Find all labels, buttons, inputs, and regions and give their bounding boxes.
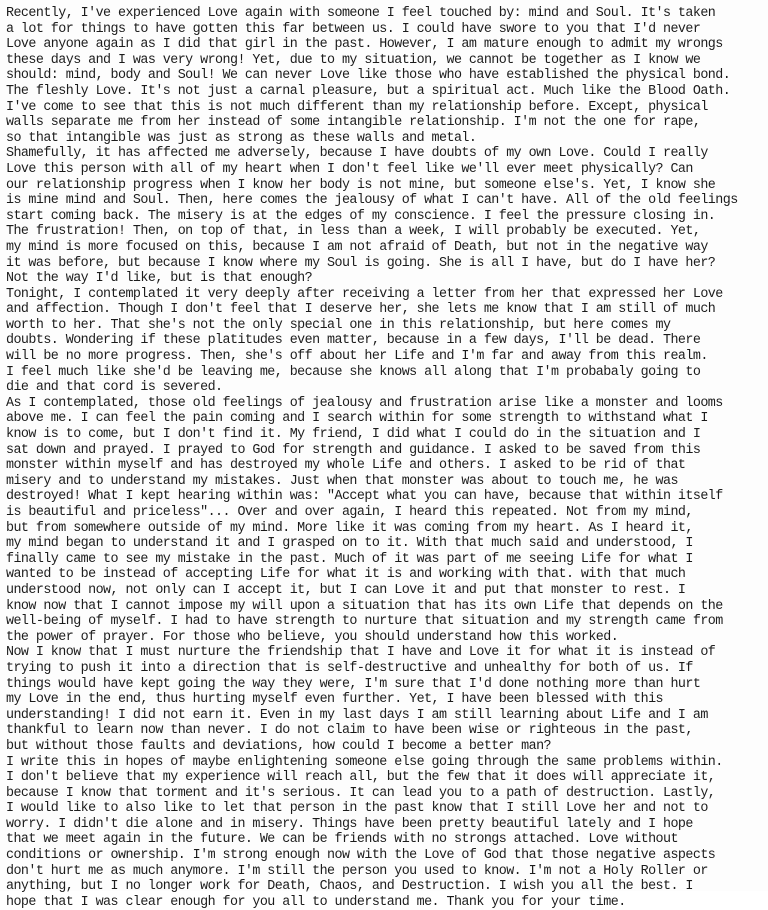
text-line: Not the way I'd like, but is that enough? bbox=[6, 271, 313, 287]
text-line: start coming back. The misery is at the edges of my conscience. I feel the pressure closing in. bbox=[6, 208, 716, 224]
text-line: sat down and prayed. I prayed to God for strength and guidance. I asked to be saved from this bbox=[6, 442, 701, 458]
text-line: I've come to see that this is not much different than my relationship before. Except, physical bbox=[6, 99, 708, 115]
text-line: die and that cord is severed. bbox=[6, 380, 223, 396]
text-line: should: mind, body and Soul! We can never Love like those who have established the physical bond. bbox=[6, 68, 731, 84]
text-line: monster within myself and has destroyed my whole Life and others. I asked to be rid of that bbox=[6, 458, 686, 474]
text-line: will be no more progress. Then, she's off about her Life and I'm far and away from this realm. bbox=[6, 349, 708, 365]
text-line: wanted to be instead of accepting Life for what it is and working with that. with that much bbox=[6, 567, 686, 583]
text-line: Love this person with all of my heart when I don't feel like we'll ever meet physically? Can bbox=[6, 161, 693, 177]
text-line: these days and I was very wrong! Yet, due to my situation, we cannot be together as I know we bbox=[6, 52, 701, 68]
text-line: our relationship progress when I know her body is not mine, but someone else's. Yet, I know she bbox=[6, 177, 716, 193]
text-line: I write this in hopes of maybe enlightening someone else going through the same problems within. bbox=[6, 754, 723, 770]
text-line: my mind is more focused on this, because I am not afraid of Death, but not in the negative way bbox=[6, 239, 708, 255]
text-line: well-being of myself. I had to have strength to nurture that situation and my strength came from bbox=[6, 614, 723, 630]
text-line: walls separate me from her instead of some intangible relationship. I'm not the one for rape, bbox=[6, 115, 701, 131]
text-line: doubts. Wondering if these platitudes even matter, because in a few days, I'll be dead. There bbox=[6, 333, 701, 349]
text-line: conditions or ownership. I'm strong enough now with the Love of God that those negative aspects bbox=[6, 848, 716, 864]
text-line: but from somewhere outside of my mind. More like it was coming from my heart. As I heard it, bbox=[6, 520, 693, 536]
text-line: Love anyone again as I did that girl in the past. However, I am mature enough to admit my wrongs bbox=[6, 37, 723, 53]
text-line: is beautiful and priceless"... Over and over again, I heard this repeated. Not from my mind, bbox=[6, 505, 693, 520]
text-line: it was before, but because I know where my Soul is going. She is all I have, but do I have her? bbox=[6, 255, 716, 271]
text-line: things would have kept going the way they were, I'm sure that I'd done nothing more than hurt bbox=[6, 676, 701, 692]
text-line: Tonight, I contemplated it very deeply after receiving a letter from her that expressed her Love bbox=[6, 286, 723, 302]
text-line: but without those faults and deviations, how could I become a better man? bbox=[6, 738, 552, 754]
text-line: understood now, not only can I accept it, but I can Love it and put that monster to rest. I bbox=[6, 582, 686, 598]
text-line: misery and to understand my mistakes. Just when that monster was about to touch me, he was bbox=[6, 473, 678, 489]
text-line: The fleshly Love. It's not just a carnal pleasure, but a spiritual act. Much like the Blood Oath. bbox=[6, 83, 731, 99]
text-line: trying to push it into a direction that is self-destructive and unhealthy for both of us. If bbox=[6, 660, 693, 676]
text-line: destroyed! What I kept hearing within was: "Accept what you can have, because that within itself bbox=[6, 489, 723, 505]
text-line: Now I know that I must nurture the friendship that I have and Love it for what it is instead of bbox=[6, 645, 716, 661]
text-line: my Love in the end, thus hurting myself even further. Yet, I have been blessed with this bbox=[6, 692, 664, 708]
letter-body bbox=[6, 6, 764, 910]
text-line: is mine mind and Soul. Then, here comes the jealousy of what I can't have. All of the old feelings bbox=[6, 193, 738, 209]
text-line: understanding! I did not earn it. Even in my last days I am still learning about Life and I am bbox=[6, 707, 708, 723]
text-line: know now that I cannot impose my will upon a situation that has its own Life that depends on the bbox=[6, 598, 723, 614]
text-line: As I contemplated, those old feelings of jealousy and frustration arise like a monster and looms bbox=[6, 395, 723, 411]
text-line: thankful to learn now than never. I do not claim to have been wise or righteous in the past, bbox=[6, 723, 693, 739]
text-line: because I know that torment and it's serious. It can lead you to a path of destruction. Lastly, bbox=[6, 785, 716, 801]
text-line: hope that I was clear enough for you all to understand me. Thank you for your time. bbox=[6, 894, 626, 910]
text-line: I feel much like she'd be leaving me, because she knows all along that I'm probabaly going to bbox=[6, 364, 701, 380]
text-line: worth to her. That she's not the only special one in this relationship, but here comes my bbox=[6, 317, 671, 333]
text-line: know is to come, but I don't find it. My friend, I did what I could do in the situation and I bbox=[6, 427, 701, 443]
text-line: and affection. Though I don't feel that I deserve her, she lets me know that I am still of much bbox=[6, 302, 716, 318]
text-line: my mind began to understand it and I grasped on to it. With that much said and understood, I bbox=[6, 536, 693, 552]
text-line: Shamefully, it has affected me adversely, because I have doubts of my own Love. Could I really bbox=[6, 146, 708, 162]
text-line: that we meet again in the future. We can be friends with no strongs attached. Love without bbox=[6, 832, 678, 848]
text-line: Recently, I've experienced Love again with someone I feel touched by: mind and Soul. It's taken bbox=[6, 6, 716, 21]
text-line: finally came to see my mistake in the past. Much of it was part of me seeing Life for what I bbox=[6, 551, 693, 567]
text-line: I don't believe that my experience will reach all, but the few that it does will appreciate it, bbox=[6, 770, 716, 786]
text-line: above me. I can feel the pain coming and I search within for some strength to withstand what I bbox=[6, 411, 708, 427]
text-line: so that intangible was just as strong as these walls and metal. bbox=[6, 130, 477, 146]
text-line: the power of prayer. For those who believe, you should understand how this worked. bbox=[6, 629, 619, 645]
text-line: The frustration! Then, on top of that, in less than a week, I will probably be executed. Yet, bbox=[6, 224, 701, 240]
text-line: a lot for things to have gotten this far between us. I could have swore to you that I'd never bbox=[6, 21, 701, 37]
text-line: worry. I didn't die alone and in misery. Things have been pretty beautiful lately and I hope bbox=[6, 816, 693, 832]
text-line: I would like to also like to let that person in the past know that I still Love her and not to bbox=[6, 801, 708, 817]
text-line: don't hurt me as much anymore. I'm still the person you used to know. I'm not a Holy Roller or bbox=[6, 863, 708, 879]
text-line: anything, but I no longer work for Death, Chaos, and Destruction. I wish you all the best. I bbox=[6, 879, 693, 895]
